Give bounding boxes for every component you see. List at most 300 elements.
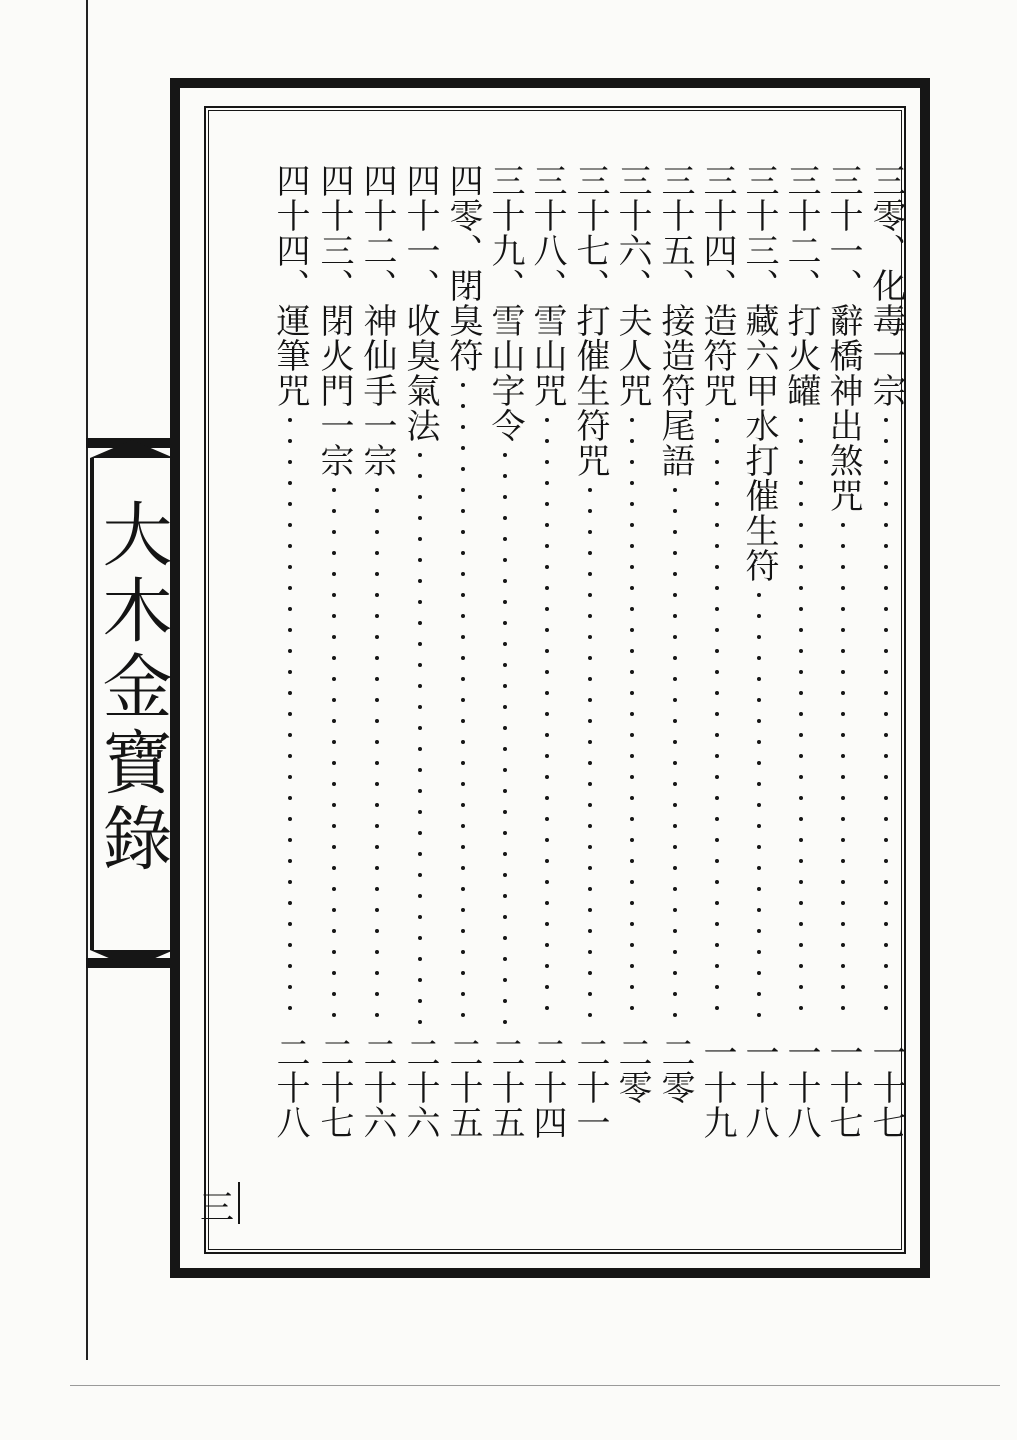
leader-dot — [288, 712, 292, 716]
entry-title: 四十四、運筆咒 — [270, 163, 310, 408]
leader-dot — [288, 754, 292, 758]
leader-dot — [715, 733, 719, 737]
leader-dot — [332, 845, 336, 849]
leader-dot — [799, 880, 803, 884]
leader-dot — [715, 691, 719, 695]
leader-dot — [545, 985, 549, 989]
leader-dot — [545, 964, 549, 968]
leader-dot — [418, 684, 422, 688]
toc-entry-41[interactable] — [398, 163, 442, 1163]
leader-dot — [841, 523, 845, 527]
leader-dot — [288, 880, 292, 884]
leader-dot — [799, 439, 803, 443]
leader-dot — [288, 733, 292, 737]
leader-dot — [841, 775, 845, 779]
leader-dot — [461, 446, 465, 450]
leader-dot — [841, 733, 845, 737]
toc-entry-43[interactable] — [312, 163, 356, 1163]
leader-dot — [841, 565, 845, 569]
leader-dot — [503, 789, 507, 793]
leader-dot — [757, 614, 761, 618]
leader-dot — [588, 908, 592, 912]
leader-dot — [841, 628, 845, 632]
leader-dot — [799, 544, 803, 548]
leader-dot — [757, 887, 761, 891]
leader-dot — [673, 866, 677, 870]
leader-dot — [503, 453, 507, 457]
leader-dot — [461, 656, 465, 660]
bottom-rule — [70, 1385, 1000, 1386]
leader-dot — [418, 705, 422, 709]
leader-dot — [757, 635, 761, 639]
leader-dot — [375, 845, 379, 849]
leader-dot — [503, 600, 507, 604]
leader-dot — [418, 1020, 422, 1024]
entry-title: 三十九、雪山字令 — [485, 163, 525, 443]
leader-dot — [503, 663, 507, 667]
leader-dot — [461, 698, 465, 702]
leader-dot — [588, 572, 592, 576]
leader-dot — [588, 992, 592, 996]
leader-dot — [418, 852, 422, 856]
leader-dot — [545, 691, 549, 695]
leader-dot — [715, 838, 719, 842]
leader-dot — [673, 635, 677, 639]
leader-dot — [630, 943, 634, 947]
leader-dot — [332, 551, 336, 555]
leader-dot — [545, 418, 549, 422]
leader-dot — [588, 950, 592, 954]
leader-dot — [418, 600, 422, 604]
leader-dot — [545, 754, 549, 758]
leader-dot — [884, 649, 888, 653]
leader-dot — [673, 971, 677, 975]
leader-dot — [630, 502, 634, 506]
leader-dot — [673, 887, 677, 891]
leader-dot — [673, 530, 677, 534]
leader-dot — [799, 565, 803, 569]
leader-dot — [673, 614, 677, 618]
leader-dot — [630, 838, 634, 842]
toc-entry-30[interactable] — [864, 163, 908, 1163]
entry-page: 一十八 — [781, 1035, 821, 1140]
leader-dot — [332, 908, 336, 912]
toc-entry-40[interactable] — [441, 163, 485, 1163]
leader-dot — [288, 418, 292, 422]
leader-dot — [884, 607, 888, 611]
leader-dot — [375, 635, 379, 639]
leader-dot — [673, 656, 677, 660]
leader-dot — [673, 824, 677, 828]
leader-dot — [884, 670, 888, 674]
leader-dot — [588, 698, 592, 702]
toc-entry-44[interactable] — [268, 163, 312, 1163]
leader-dot — [588, 887, 592, 891]
leader-dot — [332, 887, 336, 891]
leader-dot — [332, 866, 336, 870]
leader-dot — [799, 460, 803, 464]
leader-dot — [757, 593, 761, 597]
leader-dot — [461, 530, 465, 534]
leader-dot — [461, 740, 465, 744]
leader-dot — [673, 908, 677, 912]
leader-dot — [332, 929, 336, 933]
leader-dot — [715, 670, 719, 674]
leader-dot — [375, 656, 379, 660]
entry-title: 三十三、藏六甲水打催生符 — [739, 163, 779, 583]
leader-dot — [503, 684, 507, 688]
leader-dot — [757, 656, 761, 660]
leader-dot — [715, 649, 719, 653]
entry-title: 三零、化毒一宗 — [866, 163, 906, 408]
leader-dot — [757, 740, 761, 744]
leader-dot — [588, 761, 592, 765]
toc-entry-32[interactable] — [779, 163, 823, 1163]
leader-dot — [841, 649, 845, 653]
leader-dot — [715, 712, 719, 716]
leader-dot — [715, 565, 719, 569]
leader-dot — [503, 579, 507, 583]
leader-dot — [588, 971, 592, 975]
leader-dot — [673, 509, 677, 513]
leader-dot — [418, 621, 422, 625]
leader-dot — [545, 796, 549, 800]
leader-dot — [375, 740, 379, 744]
leader-dot — [884, 523, 888, 527]
leader-dot — [757, 971, 761, 975]
entry-page: 二十六 — [357, 1035, 397, 1140]
leader-dot — [715, 628, 719, 632]
leader-dot — [715, 943, 719, 947]
leader-dot — [884, 817, 888, 821]
leader-dot — [799, 964, 803, 968]
leader-dot — [588, 635, 592, 639]
leader-dot — [288, 502, 292, 506]
leader-dot — [841, 607, 845, 611]
leader-dot — [461, 635, 465, 639]
leader-dot — [332, 698, 336, 702]
leader-dot — [545, 712, 549, 716]
leader-dot — [630, 922, 634, 926]
leader-dot — [375, 719, 379, 723]
leader-dot — [461, 677, 465, 681]
leader-dot — [588, 929, 592, 933]
leader-dot — [884, 775, 888, 779]
leader-dot — [288, 1006, 292, 1010]
leader-dot — [288, 859, 292, 863]
entry-title: 三十五、接造符尾語 — [655, 163, 695, 478]
leader-dot — [332, 530, 336, 534]
leader-dot — [757, 824, 761, 828]
leader-dot — [630, 733, 634, 737]
leader-dot — [545, 565, 549, 569]
leader-dot — [757, 929, 761, 933]
leader-dot — [375, 992, 379, 996]
leader-dot — [673, 992, 677, 996]
toc-entry-33[interactable] — [737, 163, 781, 1163]
leader-dot — [841, 964, 845, 968]
leader-dot — [332, 803, 336, 807]
leader-dot — [461, 509, 465, 513]
leader-dot — [461, 488, 465, 492]
leader-dot — [418, 558, 422, 562]
leader-dot — [375, 887, 379, 891]
leader-dot — [630, 775, 634, 779]
leader-dot — [503, 558, 507, 562]
leader-dot — [884, 481, 888, 485]
leader-dot — [288, 565, 292, 569]
leader-dot — [799, 775, 803, 779]
leader-dot — [799, 796, 803, 800]
leader-dot — [418, 936, 422, 940]
leader-dot — [673, 719, 677, 723]
leader-dot — [375, 698, 379, 702]
leader-dot — [799, 628, 803, 632]
leader-dot — [288, 922, 292, 926]
leader-dot — [545, 670, 549, 674]
entry-title: 四十二、神仙手一宗 — [357, 163, 397, 478]
leader-dot — [884, 943, 888, 947]
leader-dot — [673, 593, 677, 597]
leader-dot — [375, 908, 379, 912]
leader-dot — [503, 852, 507, 856]
leader-dot — [461, 593, 465, 597]
leader-dot — [884, 544, 888, 548]
leader-dot — [630, 586, 634, 590]
leader-dot — [630, 964, 634, 968]
leader-dot — [375, 782, 379, 786]
leader-dot — [799, 607, 803, 611]
leader-dot — [799, 691, 803, 695]
leader-dot — [841, 544, 845, 548]
leader-dot — [288, 439, 292, 443]
leader-dot — [288, 607, 292, 611]
entry-page: 一十七 — [866, 1035, 906, 1140]
leader-dot — [757, 761, 761, 765]
entry-page: 二十六 — [400, 1035, 440, 1140]
leader-dot — [545, 481, 549, 485]
leader-dot — [418, 873, 422, 877]
leader-dot — [545, 817, 549, 821]
leader-dot — [841, 754, 845, 758]
entry-title: 三十八、雪山咒 — [527, 163, 567, 408]
leader-dot — [418, 537, 422, 541]
leader-dot — [715, 817, 719, 821]
leader-dot — [757, 719, 761, 723]
leader-dot — [288, 670, 292, 674]
toc-entry-37[interactable] — [568, 163, 612, 1163]
leader-dot — [673, 551, 677, 555]
leader-dot — [503, 999, 507, 1003]
leader-dot — [715, 586, 719, 590]
leader-dot — [673, 488, 677, 492]
leader-dot — [375, 509, 379, 513]
leader-dot — [503, 894, 507, 898]
entry-title: 三十四、造符咒 — [697, 163, 737, 408]
leader-dot — [461, 992, 465, 996]
leader-dot — [332, 740, 336, 744]
leader-dot — [884, 964, 888, 968]
leader-dot — [332, 824, 336, 828]
leader-dot — [461, 467, 465, 471]
leader-dot — [418, 495, 422, 499]
entry-page: 二十四 — [527, 1035, 567, 1140]
leader-dot — [503, 705, 507, 709]
leader-dot — [673, 803, 677, 807]
leader-dot — [503, 810, 507, 814]
toc-entry-31[interactable] — [821, 163, 865, 1163]
leader-dot — [630, 901, 634, 905]
leader-dot — [715, 985, 719, 989]
entry-page: 二十五 — [485, 1035, 525, 1140]
leader-dot — [375, 614, 379, 618]
leader-dot — [375, 488, 379, 492]
leader-dot — [588, 845, 592, 849]
leader-dot — [757, 1013, 761, 1017]
toc-entry-35[interactable] — [653, 163, 697, 1163]
leader-dot — [503, 978, 507, 982]
leader-dot — [799, 502, 803, 506]
leader-dot — [630, 859, 634, 863]
leader-dot — [715, 418, 719, 422]
leader-dot — [715, 859, 719, 863]
leader-dot — [588, 1013, 592, 1017]
toc-entry-39[interactable] — [483, 163, 527, 1163]
leader-dot — [503, 915, 507, 919]
leader-dot — [715, 523, 719, 527]
entry-title: 四十三、閉火門一宗 — [314, 163, 354, 478]
leader-dot — [884, 712, 888, 716]
leader-dot — [884, 691, 888, 695]
leader-dot — [461, 761, 465, 765]
leader-dot — [503, 747, 507, 751]
leader-dot — [841, 859, 845, 863]
leader-dot — [375, 677, 379, 681]
leader-dot — [799, 523, 803, 527]
toc-entry-42[interactable] — [355, 163, 399, 1163]
leader-dot — [799, 481, 803, 485]
leader-dot — [884, 985, 888, 989]
leader-dot — [503, 516, 507, 520]
leader-dot — [375, 866, 379, 870]
entry-title: 三十七、打催生符咒 — [570, 163, 610, 478]
leader-dot — [332, 614, 336, 618]
leader-dot — [884, 1006, 888, 1010]
leader-dot — [715, 439, 719, 443]
leader-dot — [799, 817, 803, 821]
leader-dot — [418, 978, 422, 982]
leader-dot — [503, 768, 507, 772]
leader-dot — [288, 964, 292, 968]
leader-dot — [418, 768, 422, 772]
leader-dot — [630, 1006, 634, 1010]
leader-dot — [375, 803, 379, 807]
leader-dot — [630, 607, 634, 611]
leader-dot — [630, 544, 634, 548]
toc-entry-34[interactable] — [695, 163, 739, 1163]
leader-dot — [884, 439, 888, 443]
leader-dot — [588, 740, 592, 744]
leader-dot — [715, 880, 719, 884]
leader-dot — [884, 880, 888, 884]
entry-page: 二十五 — [443, 1035, 483, 1140]
leader-dot — [799, 754, 803, 758]
leader-dot — [461, 971, 465, 975]
leader-dot — [673, 950, 677, 954]
leader-dot — [375, 551, 379, 555]
leader-dot — [418, 999, 422, 1003]
leader-dot — [673, 1013, 677, 1017]
leader-dot — [588, 866, 592, 870]
leader-dot — [545, 901, 549, 905]
leader-dot — [841, 838, 845, 842]
leader-dot — [545, 628, 549, 632]
leader-dot — [418, 474, 422, 478]
leader-dot — [461, 824, 465, 828]
leader-dot — [375, 593, 379, 597]
leader-dot — [799, 712, 803, 716]
leader-dot — [884, 628, 888, 632]
leader-dot — [757, 803, 761, 807]
leader-dot — [332, 761, 336, 765]
leader-dot — [715, 922, 719, 926]
leader-dot — [799, 859, 803, 863]
leader-dot — [503, 642, 507, 646]
leader-dot — [418, 663, 422, 667]
leader-dot — [332, 572, 336, 576]
leader-dot — [588, 824, 592, 828]
leader-dot — [884, 796, 888, 800]
leader-dot — [332, 593, 336, 597]
toc-entry-36[interactable] — [610, 163, 654, 1163]
title-band — [86, 438, 178, 968]
entry-page: 一十八 — [739, 1035, 779, 1140]
leader-dot — [884, 733, 888, 737]
leader-dot — [461, 845, 465, 849]
leader-dot — [288, 817, 292, 821]
leader-dot — [799, 943, 803, 947]
leader-dot — [545, 649, 549, 653]
leader-dot — [841, 796, 845, 800]
leader-dot — [799, 901, 803, 905]
leader-dot — [630, 691, 634, 695]
leader-dot — [715, 1006, 719, 1010]
leader-dot — [288, 586, 292, 590]
leader-dot — [288, 901, 292, 905]
entry-page: 二零 — [655, 1035, 695, 1105]
leader-dot — [545, 922, 549, 926]
leader-dot — [757, 845, 761, 849]
leader-dot — [545, 880, 549, 884]
leader-dot — [288, 628, 292, 632]
leader-dot — [841, 817, 845, 821]
toc-entry-38[interactable] — [525, 163, 569, 1163]
leader-dot — [630, 649, 634, 653]
leader-dot — [461, 551, 465, 555]
leader-dot — [630, 523, 634, 527]
leader-dot — [332, 782, 336, 786]
leader-dot — [461, 425, 465, 429]
leader-dot — [841, 670, 845, 674]
leader-dot — [757, 698, 761, 702]
leader-dot — [799, 922, 803, 926]
leader-dot — [503, 873, 507, 877]
leader-dot — [715, 796, 719, 800]
leader-dot — [841, 880, 845, 884]
leader-dot — [332, 971, 336, 975]
leader-dot — [288, 544, 292, 548]
book-title: 大木金寶錄 — [91, 498, 173, 878]
